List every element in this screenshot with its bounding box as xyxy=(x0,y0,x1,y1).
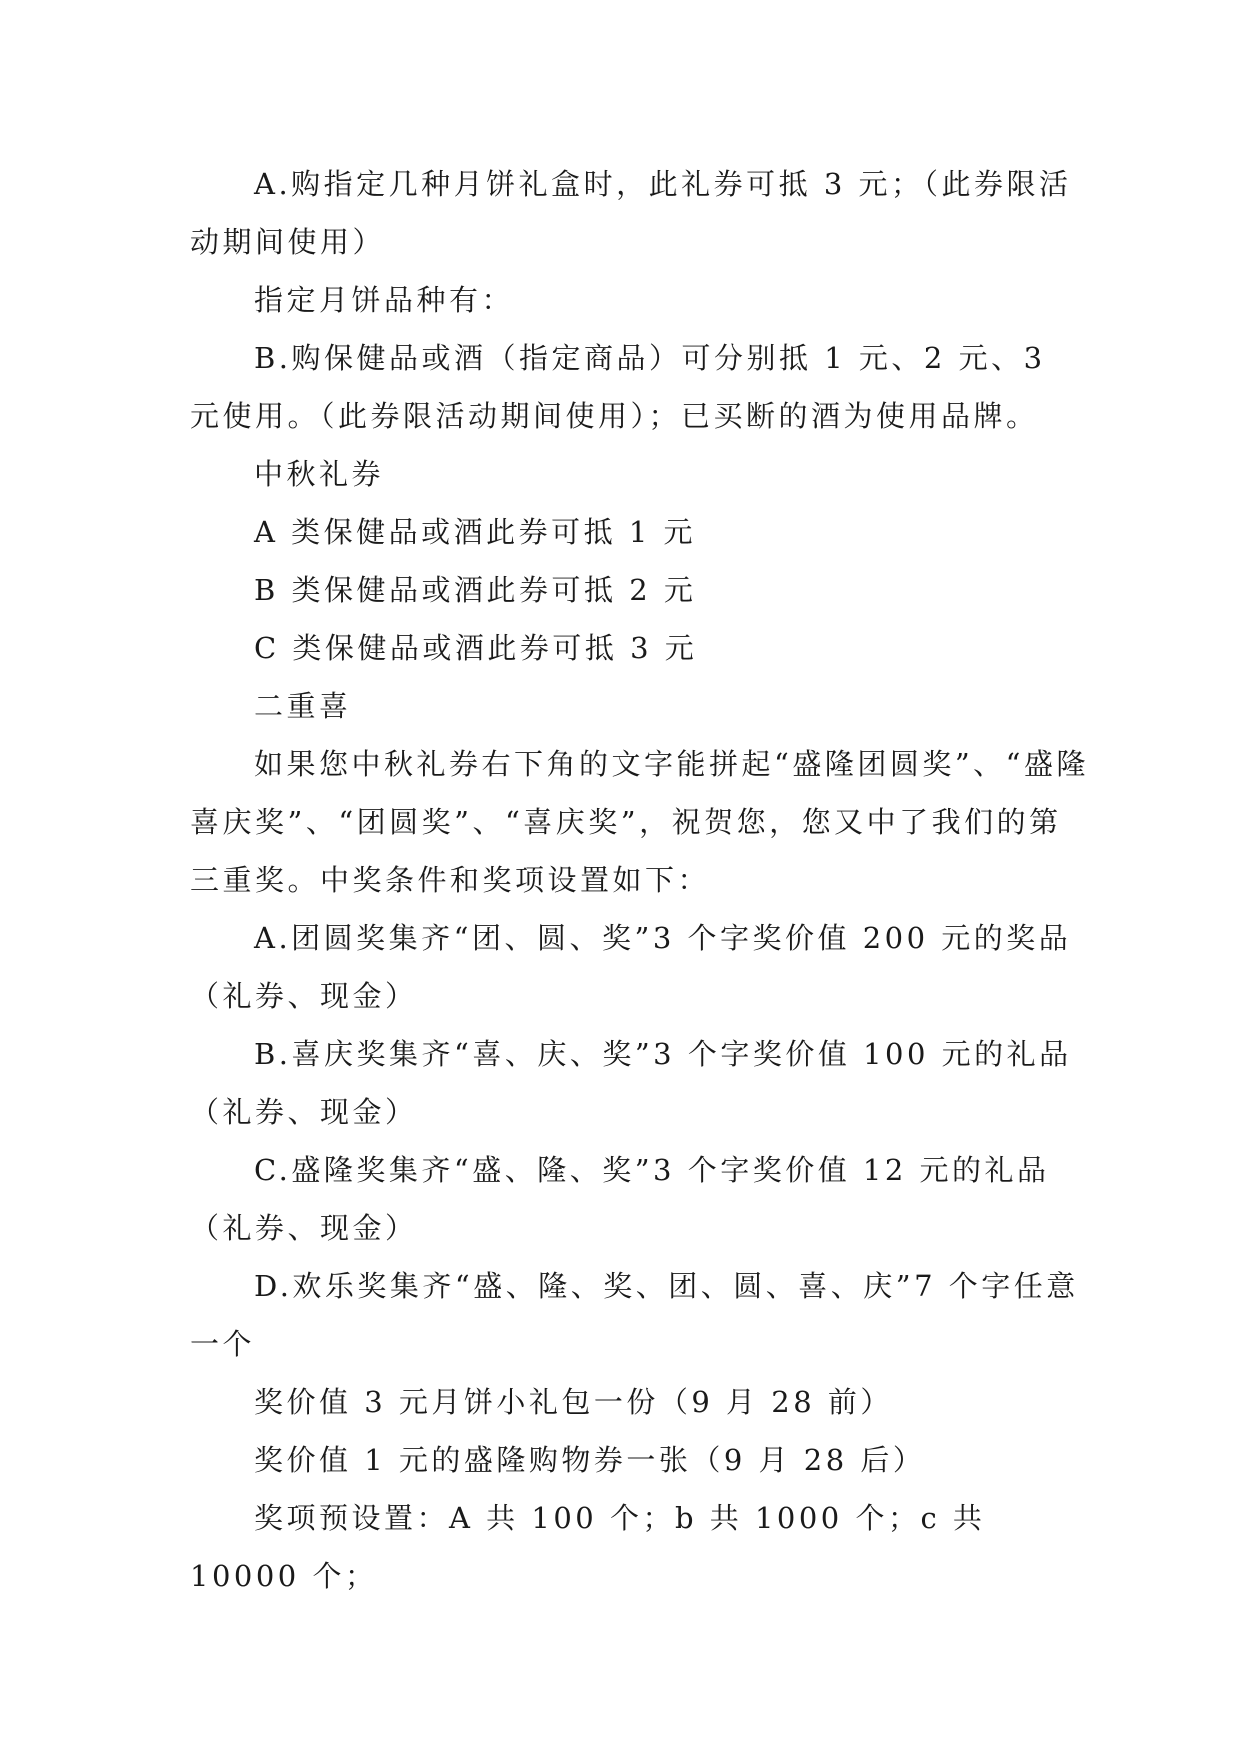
paragraph-second-joy: 二重喜 xyxy=(254,689,352,723)
paragraph-prize-c: C.盛隆奖集齐“盛、隆、奖”3 个字奖价值 12 元的礼品（礼券、现金） xyxy=(190,1153,1050,1245)
paragraph-coupon-b: B.购保健品或酒（指定商品）可分别抵 1 元、2 元、3 元使用。（此券限活动期间使用）；已买断的酒为使用品牌。 xyxy=(190,341,1046,433)
paragraph-class-a: A 类保健品或酒此券可抵 1 元 xyxy=(254,515,697,549)
paragraph-prize-d-before: 奖价值 3 元月饼小礼包一份（9 月 28 前） xyxy=(254,1385,893,1419)
paragraph-coupon-a: A.购指定几种月饼礼盒时，此礼券可抵 3 元；（此券限活动期间使用） xyxy=(190,167,1072,259)
paragraph-prize-intro: 如果您中秋礼券右下角的文字能拼起“盛隆团圆奖”、“盛隆喜庆奖”、“团圆奖”、“喜庆奖”，祝贺您，您又中了我们的第三重奖。中奖条件和奖项设置如下： xyxy=(190,747,1089,897)
document-body xyxy=(190,155,1090,1605)
paragraph-class-c: C 类保健品或酒此券可抵 3 元 xyxy=(254,631,698,665)
paragraph-prize-a: A.团圆奖集齐“团、圆、奖”3 个字奖价值 200 元的奖品（礼券、现金） xyxy=(190,921,1072,1013)
paragraph-prize-b: B.喜庆奖集齐“喜、庆、奖”3 个字奖价值 100 元的礼品（礼券、现金） xyxy=(190,1037,1072,1129)
paragraph-prize-quota: 奖项预设置：A 共 100 个；b 共 1000 个；c 共 10000 个； xyxy=(190,1501,986,1593)
paragraph-mid-autumn-coupon: 中秋礼券 xyxy=(254,457,385,491)
paragraph-prize-d: D.欢乐奖集齐“盛、隆、奖、团、圆、喜、庆”7 个字任意一个 xyxy=(190,1269,1079,1361)
paragraph-mooncake-varieties: 指定月饼品种有： xyxy=(254,283,515,317)
paragraph-class-b: B 类保健品或酒此券可抵 2 元 xyxy=(254,573,697,607)
paragraph-prize-d-after: 奖价值 1 元的盛隆购物券一张（9 月 28 后） xyxy=(254,1443,926,1477)
